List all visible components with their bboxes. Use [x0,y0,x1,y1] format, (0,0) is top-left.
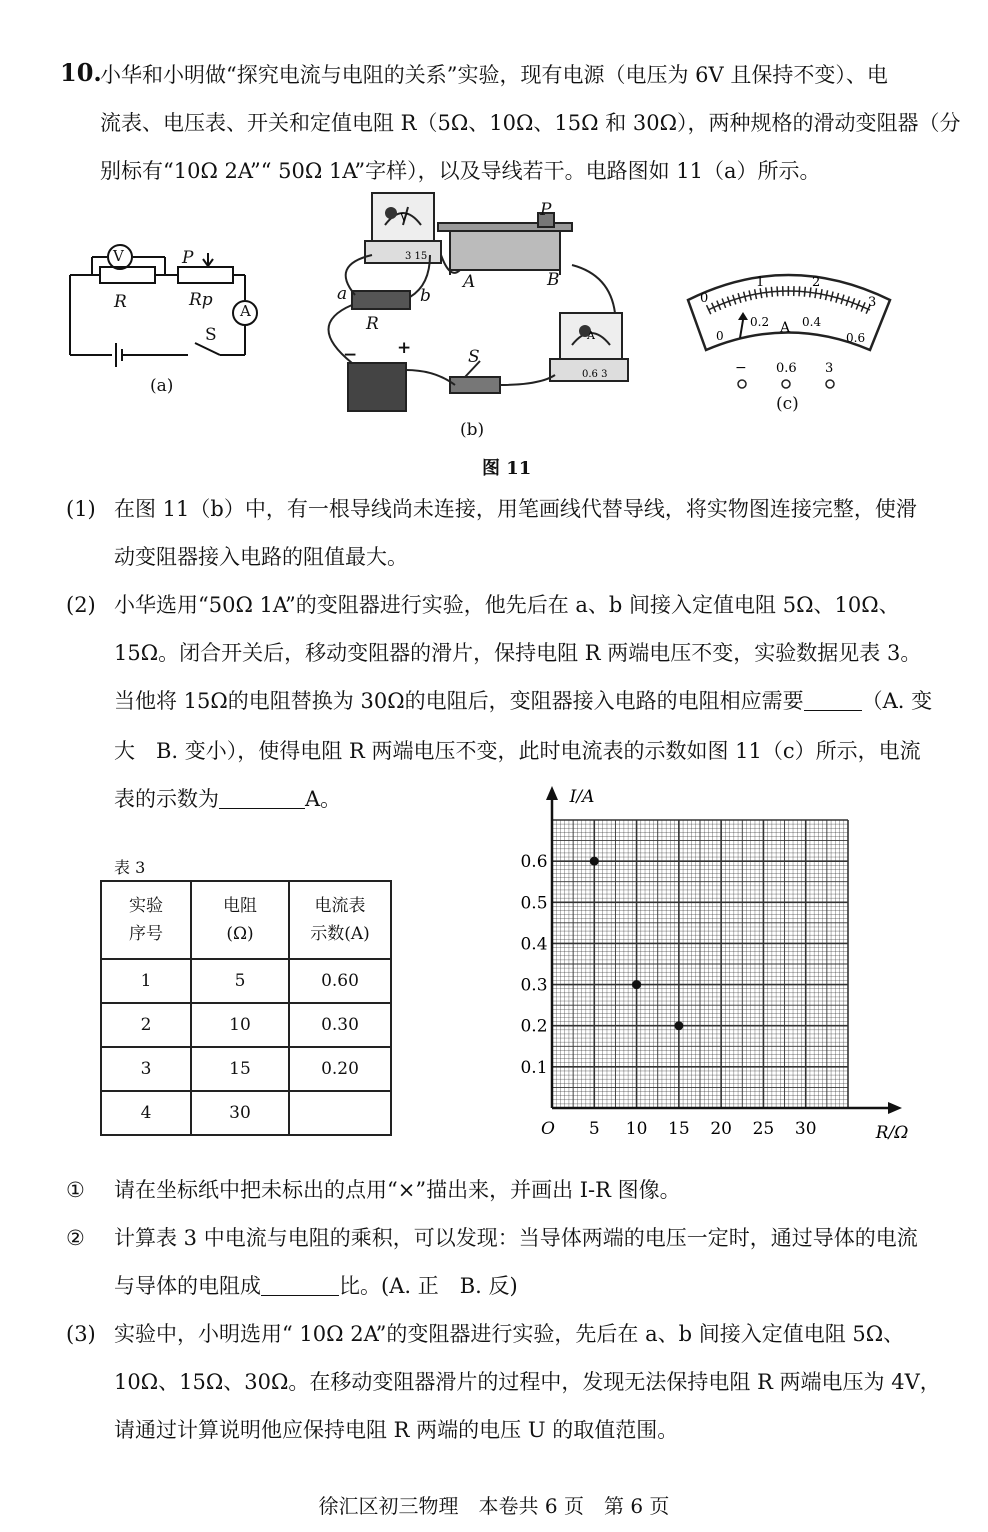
origin-label: O [541,1119,555,1139]
table3-cell: 0.30 [289,1003,391,1047]
dial-needle [740,320,743,338]
sub2-line-2-post: 比。(A. 正 B. 反) [339,1274,518,1298]
dial-unit: A [780,320,791,336]
part2-number: (2) [66,593,96,617]
part3-line-2: 10Ω、15Ω、30Ω。在移动变阻器滑片的过程中，发现无法保持电阻 R 两端电压为 4V， [114,1370,941,1394]
part3-line-3: 请通过计算说明他应保持电阻 R 两端的电压 U 的取值范围。 [114,1418,679,1442]
y-tick-label: 0.1 [520,1057,548,1078]
switch-label-b: S [468,347,480,367]
ammeter-label-a: A [240,302,251,320]
dial-lower-tick-1: 0.2 [750,315,770,329]
part1-line-2: 动变阻器接入电路的阻值最大。 [114,545,408,569]
terminal-a-label: a [337,284,348,304]
resistor-label-a: R [114,292,127,312]
x-tick-label: 20 [710,1119,732,1139]
data-point [632,980,641,989]
x-tick-label: 15 [668,1119,690,1139]
voltmeter-terminal-text: 3 15 [405,251,428,262]
figure-caption: 图 11 [482,458,532,479]
part1-number: (1) [66,497,96,521]
dial-upper-tick-3: 3 [868,295,877,310]
part2-line-1: 小华选用“50Ω 1A”的变阻器进行实验，他先后在 a、b 间接入定值电阻 5Ω、10Ω、 [114,593,900,617]
table-row [101,1047,391,1091]
part3-number: (3) [66,1322,96,1346]
table3-title: 表 3 [114,858,146,877]
dial-terminal-minus: − [735,360,747,376]
y-tick-label: 0.2 [520,1016,548,1037]
table3-cell: 30 [191,1091,289,1135]
intro-line-1: 小华和小明做“探究电流与电阻的关系”实验，现有电源（电压为 6V 且保持不变）、电 [100,63,888,87]
figure-a-label: (a) [150,376,174,396]
part2-line-4: 大 B. 变小），使得电阻 R 两端电压不变，此时电流表的示数如图 11（c）所示，电流 [114,739,921,763]
table3-cell: 2 [101,1003,191,1047]
sub2-number: ② [66,1226,85,1250]
table3-cell: 5 [191,959,289,1003]
apparatus-diagram-b [310,185,640,425]
table3-cell: 1 [101,959,191,1003]
table-row [101,1091,391,1135]
battery-plus: + [397,338,412,358]
battery-minus: − [343,345,358,365]
part2-line-5 [114,784,341,814]
rheostat-label-a: Rp [189,290,213,310]
y-tick-label: 0.5 [520,893,548,914]
ammeter-terminal-text: 0.6 3 [582,369,608,380]
table3-cell: 0.60 [289,959,391,1003]
part2-line-5-post: A。 [305,787,342,811]
table3-cell: 3 [101,1047,191,1091]
table-row [101,959,391,1003]
table3-header-current: 电流表 示数(A) [289,881,391,959]
voltmeter-dot [385,207,397,219]
voltmeter-label-a: V [113,247,124,265]
switch-label-a: S [205,325,217,345]
answer-blank-current[interactable] [219,786,305,809]
table3-header-resistance: 电阻 (Ω) [191,881,289,959]
table3-cell: 0.20 [289,1047,391,1091]
sub2-line-2 [114,1271,518,1301]
coil-b-label: B [547,270,560,290]
data-point [674,1021,683,1030]
y-tick-label: 0.4 [520,934,548,955]
x-tick-label: 25 [752,1119,775,1139]
coil-a-label: A [463,272,476,292]
dial-upper-tick-2: 2 [812,275,821,290]
table3-cell: 4 [101,1091,191,1135]
sub1-text: 请在坐标纸中把未标出的点用“×”描出来，并画出 I-R 图像。 [114,1178,681,1202]
x-axis-label: R/Ω [875,1123,909,1143]
dial-lower-tick-0: 0 [716,329,724,343]
dial-terminal-06: 0.6 [776,361,797,376]
sub2-line-2-pre: 与导体的电阻成 [114,1274,261,1298]
intro-line-3: 别标有“10Ω 2A”“ 50Ω 1A”字样），以及导线若干。电路图如 11（a）所示。 [100,159,821,183]
ammeter-dial-c [680,260,900,400]
dial-upper-tick-0: 0 [700,291,709,306]
page-footer: 徐汇区初三物理 本卷共 6 页 第 6 页 [318,1494,670,1518]
figure-b-label: (b) [460,420,485,440]
y-tick-label: 0.3 [520,975,548,996]
table-row [101,1003,391,1047]
slider-label-a: P [182,248,194,268]
table3 [100,880,392,1136]
dial-lower-tick-2: 0.4 [802,315,822,329]
ammeter-face-label: A [587,329,595,342]
part2-line-3-pre: 当他将 15Ω的电阻替换为 30Ω的电阻后，变阻器接入电路的电阻相应需要 [114,689,804,713]
terminal-b-label: b [420,286,431,306]
figure-c-label: (c) [776,394,799,414]
dial-lower-tick-3: 0.6 [846,331,866,345]
table3-header-index: 实验 序号 [101,881,191,959]
voltmeter-face-label: V [400,211,408,224]
dial-terminal-3: 3 [825,361,834,376]
part2-line-3-post: （A. 变 [861,689,933,713]
y-axis-label: I/A [569,787,595,807]
answer-blank-proportion[interactable] [261,1273,339,1296]
part2-line-5-pre: 表的示数为 [114,787,219,811]
table3-cell: 15 [191,1047,289,1091]
x-tick-label: 5 [588,1119,600,1139]
answer-blank-change[interactable] [804,688,862,711]
part1-line-1: 在图 11（b）中，有一根导线尚未连接，用笔画线代替导线，将实物图连接完整，使滑 [114,497,917,521]
table3-cell: 10 [191,1003,289,1047]
y-tick-label: 0.6 [520,852,548,873]
i-r-graph [510,778,920,1170]
part2-line-3 [114,686,932,716]
slider-label-b: P [540,200,552,220]
x-tick-label: 10 [625,1119,648,1139]
resistor-label-b: R [366,314,379,334]
part2-line-2: 15Ω。闭合开关后，移动变阻器的滑片，保持电阻 R 两端电压不变，实验数据见表 3。 [114,641,922,665]
answer-cell-current[interactable] [289,1091,391,1135]
sub1-number: ① [66,1178,85,1202]
intro-line-2: 流表、电压表、开关和定值电阻 R（5Ω、10Ω、15Ω 和 30Ω），两种规格的滑动变阻器（分 [100,111,961,135]
part3-line-1: 实验中，小明选用“ 10Ω 2A”的变阻器进行实验，先后在 a、b 间接入定值电阻 5Ω、 [114,1322,905,1346]
sub2-line-1: 计算表 3 中电流与电阻的乘积，可以发现：当导体两端的电压一定时，通过导体的电流 [114,1226,918,1250]
question-number: 10. [60,58,102,87]
dial-upper-tick-1: 1 [756,275,765,290]
data-point [590,857,599,866]
x-tick-label: 30 [794,1119,817,1139]
